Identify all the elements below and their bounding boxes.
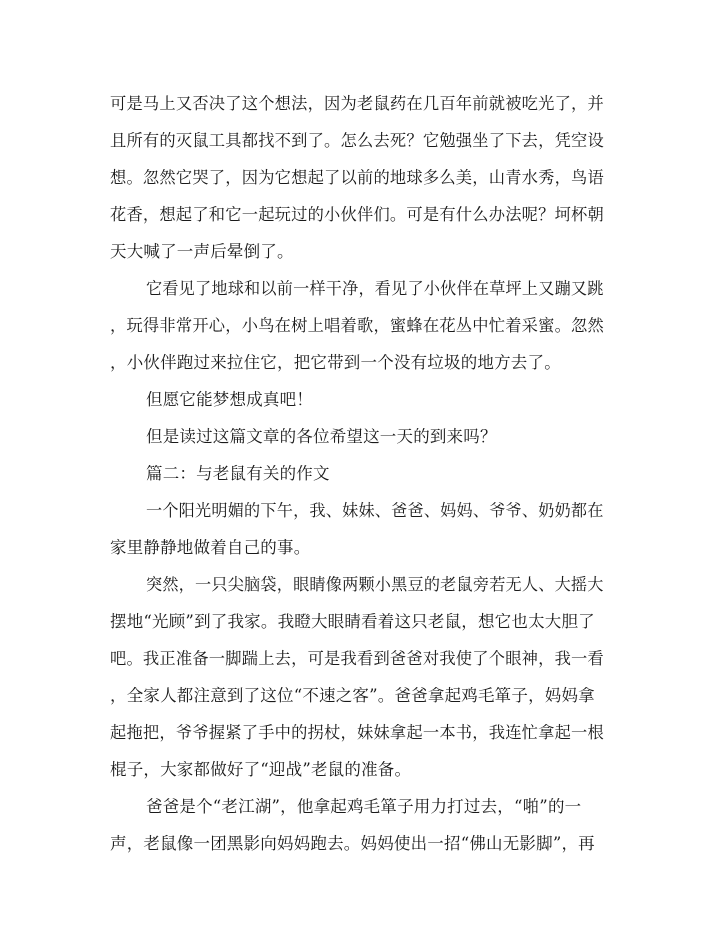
text-line: 但愿它能梦想成真吧！ bbox=[146, 390, 313, 409]
text-line: 棍子，大家都做好了“迎战”老鼠的准备。 bbox=[110, 760, 412, 779]
text-line: 摆地“光顾”到了我家。我瞪大眼睛看着这只老鼠，想它也太大胆了 bbox=[110, 612, 595, 631]
text-line: 吧。我正准备一脚踹上去，可是我看到爸爸对我使了个眼神，我一看 bbox=[110, 649, 604, 668]
text-line: 声，老鼠像一团黑影向妈妈跑去。妈妈使出一招“佛山无影脚”，再 bbox=[110, 834, 595, 853]
text-line: 且所有的灭鼠工具都找不到了。怎么去死？它勉强坐了下去，凭空设 bbox=[110, 131, 604, 150]
text-line: 家里静静地做着自己的事。 bbox=[110, 538, 311, 557]
text-line: 想。忽然它哭了，因为它想起了以前的地球多么美，山青水秀，鸟语 bbox=[110, 168, 604, 187]
text-line: 起拖把，爷爷握紧了手中的拐杖，妹妹拿起一本书，我连忙拿起一根 bbox=[110, 723, 604, 742]
text-line: 它看见了地球和以前一样干净，看见了小伙伴在草坪上又蹦又跳 bbox=[146, 279, 604, 298]
text-line: 一个阳光明媚的下午，我、妹妹、爸爸、妈妈、爷爷、奶奶都在 bbox=[146, 501, 604, 520]
text-line: 可是马上又否决了这个想法，因为老鼠药在几百年前就被吃光了，并 bbox=[110, 94, 604, 113]
text-line: ，小伙伴跑过来拉住它，把它带到一个没有垃圾的地方去了。 bbox=[110, 353, 561, 372]
text-line: 突然，一只尖脑袋，眼睛像两颗小黑豆的老鼠旁若无人、大摇大 bbox=[146, 575, 604, 594]
section-heading: 篇二：与老鼠有关的作文 bbox=[146, 464, 330, 483]
text-line: 天大喊了一声后晕倒了。 bbox=[110, 242, 294, 261]
text-line: 但是读过这篇文章的各位希望这一天的到来吗？ bbox=[146, 427, 497, 446]
text-line: ，全家人都注意到了这位“不速之客”。爸爸拿起鸡毛箪子，妈妈拿 bbox=[110, 686, 595, 705]
text-line: 花香，想起了和它一起玩过的小伙伴们。可是有什么办法呢？坷杯朝 bbox=[110, 205, 604, 224]
text-line: 爸爸是个“老江湖”，他拿起鸡毛箪子用力打过去，“啪”的一 bbox=[146, 797, 582, 816]
text-line: ，玩得非常开心，小鸟在树上唱着歌，蜜蜂在花丛中忙着采蜜。忽然 bbox=[110, 316, 604, 335]
